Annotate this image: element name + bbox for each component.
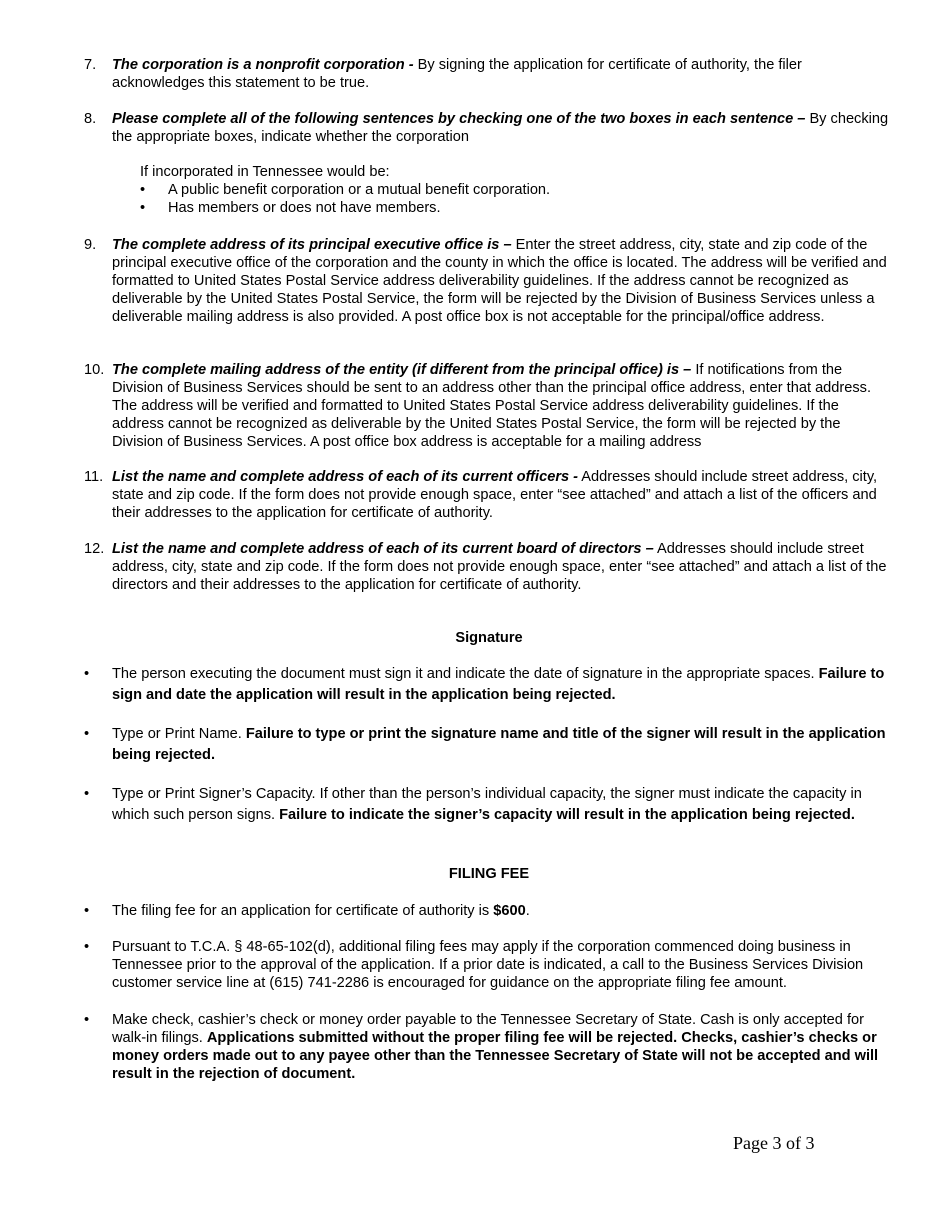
signature-heading: Signature [455, 630, 523, 646]
bullet-glyph: • [84, 903, 90, 919]
item-number: 10. [84, 362, 105, 378]
instruction-item-11 [84, 468, 894, 522]
item-number: 12. [84, 541, 105, 557]
page-number: Page 3 of 3 [733, 1133, 815, 1153]
item-heading: The corporation is a nonprofit corporation - [112, 57, 414, 73]
bullet-text: Type or Print Signer’s Capacity. If other than the person’s individual capacity, the signer must indicate the capacity in which such person signs. [112, 786, 862, 823]
bullet-text: Type or Print Name. [112, 726, 246, 742]
item-heading: The complete address of its principal executive office is – [112, 237, 512, 253]
filing-fee-bullet-3 [84, 1011, 896, 1083]
filing-fee-heading: FILING FEE [448, 866, 530, 882]
bullet-glyph: • [84, 1012, 90, 1028]
instruction-item-12 [84, 540, 894, 594]
item-number: 8. [84, 111, 97, 127]
payment-warning: Applications submitted without the proper filing fee will be rejected. Checks, cashier’s checks or money orders made out to any payee other than the Tennessee Secretary of State will not be accepted and will result in the rejection of document. [112, 1030, 879, 1082]
list-item: • Has members or does not have members. [140, 199, 880, 217]
sub-intro: If incorporated in Tennessee would be: [140, 164, 390, 180]
bullet-warning: Failure to type or print the signature name and title of the signer will result in the application being rejected. [112, 726, 886, 763]
filing-fee-bullet-1: • The filing fee for an application for certificate of authority is $600. [84, 903, 530, 919]
signature-bullet-2 [84, 724, 896, 766]
item-text: By signing the application for certificate of authority, the filer acknowledges this statement to be true. [112, 57, 802, 91]
item-number: 9. [84, 237, 97, 253]
instruction-item-9 [84, 236, 894, 326]
fee-text: The filing fee for an application for certificate of authority is [112, 903, 494, 919]
item-text: If notifications from the Division of Business Services should be sent to an address other than the principal office address, enter that address. The address will be verified and formatted to United States Postal Service address deliverability guidelines. If the address cannot be recognized as deliverable by the United States Postal Service, the form will be rejected by the Division of Business Services. A post office box address is acceptable for a mailing address [112, 362, 872, 450]
item-number: 11. [84, 469, 104, 485]
bullet-text: The person executing the document must sign it and indicate the date of signature in the appropriate spaces. [112, 666, 819, 682]
bullet-glyph: • [84, 666, 90, 682]
item-text: By checking the appropriate boxes, indicate whether the corporation [112, 111, 889, 145]
filing-fee-bullet-2 [84, 938, 896, 992]
instruction-item-7 [84, 56, 894, 92]
item-heading: List the name and complete address of each of its current officers - [112, 469, 579, 485]
pursuant-text: Pursuant to T.C.A. § 48-65-102(d), additional filing fees may apply if the corporation commenced doing business in Tennessee prior to the approval of the application. If a prior date is indicated, a call to the Business Services Division customer service line at (615) 741-2286 is encouraged for guidance on the appropriate filing fee amount. [112, 939, 864, 991]
item-heading: Please complete all of the following sentences by checking one of the two boxes in each sentence – [112, 111, 806, 127]
item-heading: List the name and complete address of each of its current board of directors – [112, 541, 654, 557]
item-8-sub-list [140, 163, 880, 217]
item-text: Enter the street address, city, state and zip code of the principal executive office of the corporation and the county in which the office is located. The address will be verified and formatted to United States Postal Service address deliverability guidelines. If the address cannot be recognized as deliverable by the United States Postal Service, the form will be rejected by the Division of Business Services unless a deliverable mailing address is also provided. A post office box is not acceptable for the principal/office address. [112, 237, 887, 325]
item-heading: The complete mailing address of the entity (if different from the principal office) is – [112, 362, 692, 378]
bullet-glyph: • [84, 786, 90, 802]
item-text: Addresses should include street address, city, state and zip code. If the form does not provide enough space, enter “see attached” and attach a list of the directors and their addresses to the application for certificate of authority. [112, 541, 887, 593]
bullet-glyph: • [84, 939, 90, 955]
instruction-item-8 [84, 110, 894, 146]
bullet-glyph: • [84, 726, 90, 742]
bullet-warning: Failure to indicate the signer’s capacity will result in the application being rejected. [279, 807, 855, 823]
signature-bullet-3 [84, 784, 896, 826]
list-item: • A public benefit corporation or a mutual benefit corporation. [140, 181, 880, 199]
payment-text: Make check, cashier’s check or money order payable to the Tennessee Secretary of State. Cash is only accepted for walk-in filings. [112, 1012, 864, 1046]
item-text: Addresses should include street address, city, state and zip code. If the form does not provide enough space, enter “see attached” and attach a list of the officers and their addresses to the application for certificate of authority. [112, 469, 878, 521]
instruction-item-10 [84, 361, 894, 451]
bullet-warning: Failure to sign and date the application will result in the application being rejected. [112, 666, 885, 703]
fee-amount: $600 [493, 903, 526, 919]
signature-bullet-1 [84, 664, 896, 706]
item-number: 7. [84, 57, 97, 73]
